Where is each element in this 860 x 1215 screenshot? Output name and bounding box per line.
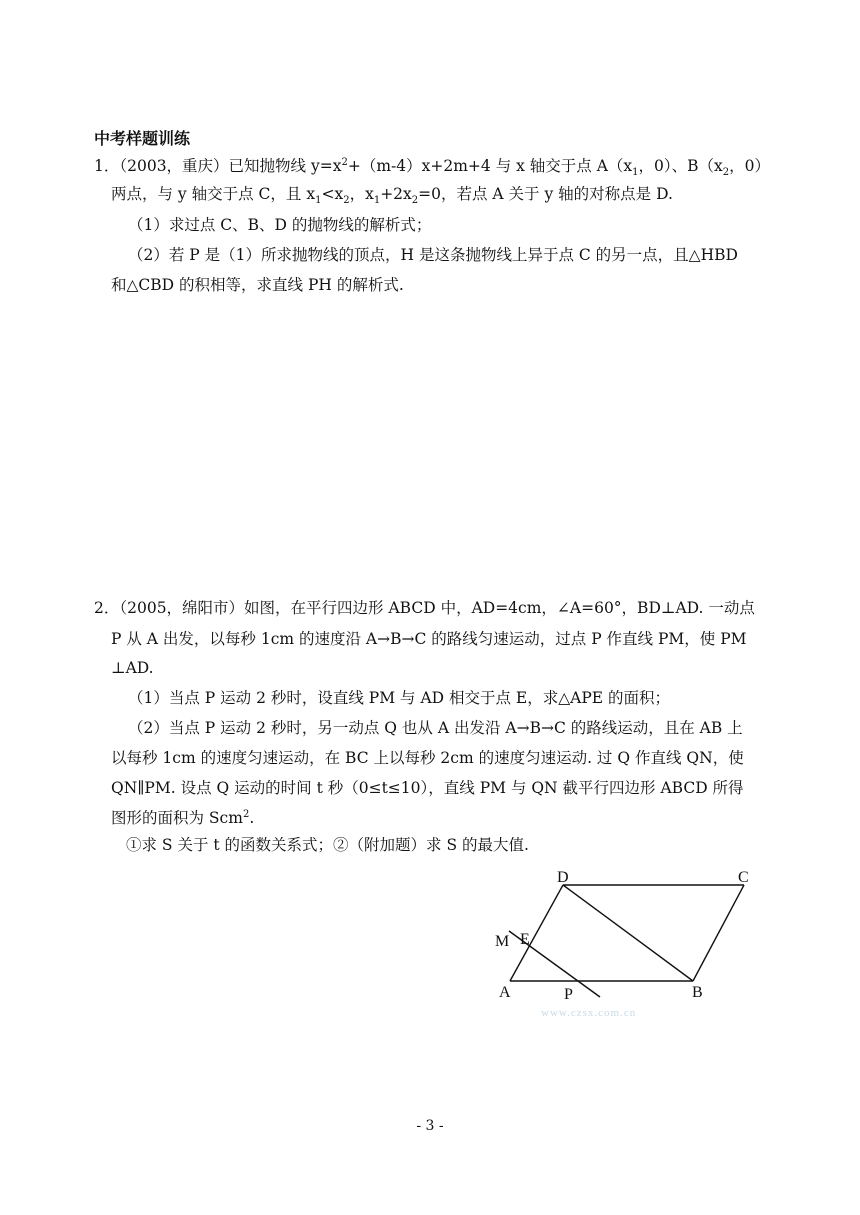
q2-part-2-line-3: QN∥PM. 设点 Q 运动的时间 t 秒（0≤t≤10），直线 PM 与 QN 截平行四边形 ABCD 所得 (111, 779, 744, 797)
q2-sub-questions: ①求 S 关于 t 的函数关系式；②（附加题）求 S 的最大值. (126, 836, 529, 854)
q2-part-2-line-1: （2）当点 P 运动 2 秒时，另一动点 Q 也从 A 出发沿 A→B→C 的路线运动，且在 AB 上 (128, 719, 743, 737)
q1-line-2: 两点，与 y 轴交于点 C，且 $x_1<x_2$，$x_1+2x_2=0$，若点 A 关于 y 轴的对称点是 D. (111, 185, 673, 207)
watermark: www.czsx.com.cn (541, 1007, 637, 1019)
q2-part-2-line-2: 以每秒 1cm 的速度匀速运动，在 BC 上以每秒 2cm 的速度匀速运动. 过 Q 作直线 QN，使 (111, 749, 744, 767)
section-title: 中考样题训练 (94, 129, 191, 148)
q2-line-2: P 从 A 出发，以每秒 1cm 的速度沿 A→B→C 的路线匀速运动，过点 P 作直线 PM，使 PM (111, 630, 747, 648)
q1-part-2-line-2: 和△CBD 的积相等，求直线 PH 的解析式. (111, 276, 404, 294)
q1-part-1: （1）求过点 C、B、D 的抛物线的解析式； (128, 216, 432, 234)
q2-part-2-line-4: 图形的面积为 Scm$^2$. (111, 808, 255, 827)
side-ad (510, 885, 563, 981)
label-p: P (564, 986, 573, 1003)
label-d: D (557, 869, 569, 886)
label-a: A (499, 984, 511, 1001)
q1-line-1: 1．（2003，重庆）已知抛物线 $y=x^2+(m-4)x+2m+4$ 与 x 轴交于点 $A(x_1$，0）、$B(x_2$，0） (94, 156, 771, 179)
q1-part-2-line-1: （2）若 P 是（1）所求抛物线的顶点，H 是这条抛物线上异于点 C 的另一点，且△HBD (128, 246, 738, 264)
page-number: - 3 - (416, 1118, 444, 1134)
diagonal-bd (563, 885, 693, 981)
side-cb (693, 885, 744, 981)
label-c: C (738, 869, 749, 886)
label-b: B (692, 984, 703, 1001)
label-m: M (495, 933, 510, 950)
q2-part-1: （1）当点 P 运动 2 秒时，设直线 PM 与 AD 相交于点 E，求△APE 的面积； (128, 689, 671, 707)
label-e: E (520, 931, 530, 948)
q2-line-3: ⊥AD. (111, 659, 154, 677)
q2-line-1: 2．（2005，绵阳市）如图，在平行四边形 ABCD 中，AD=4cm，∠A=60°，BD⊥AD. 一动点 (94, 599, 755, 617)
